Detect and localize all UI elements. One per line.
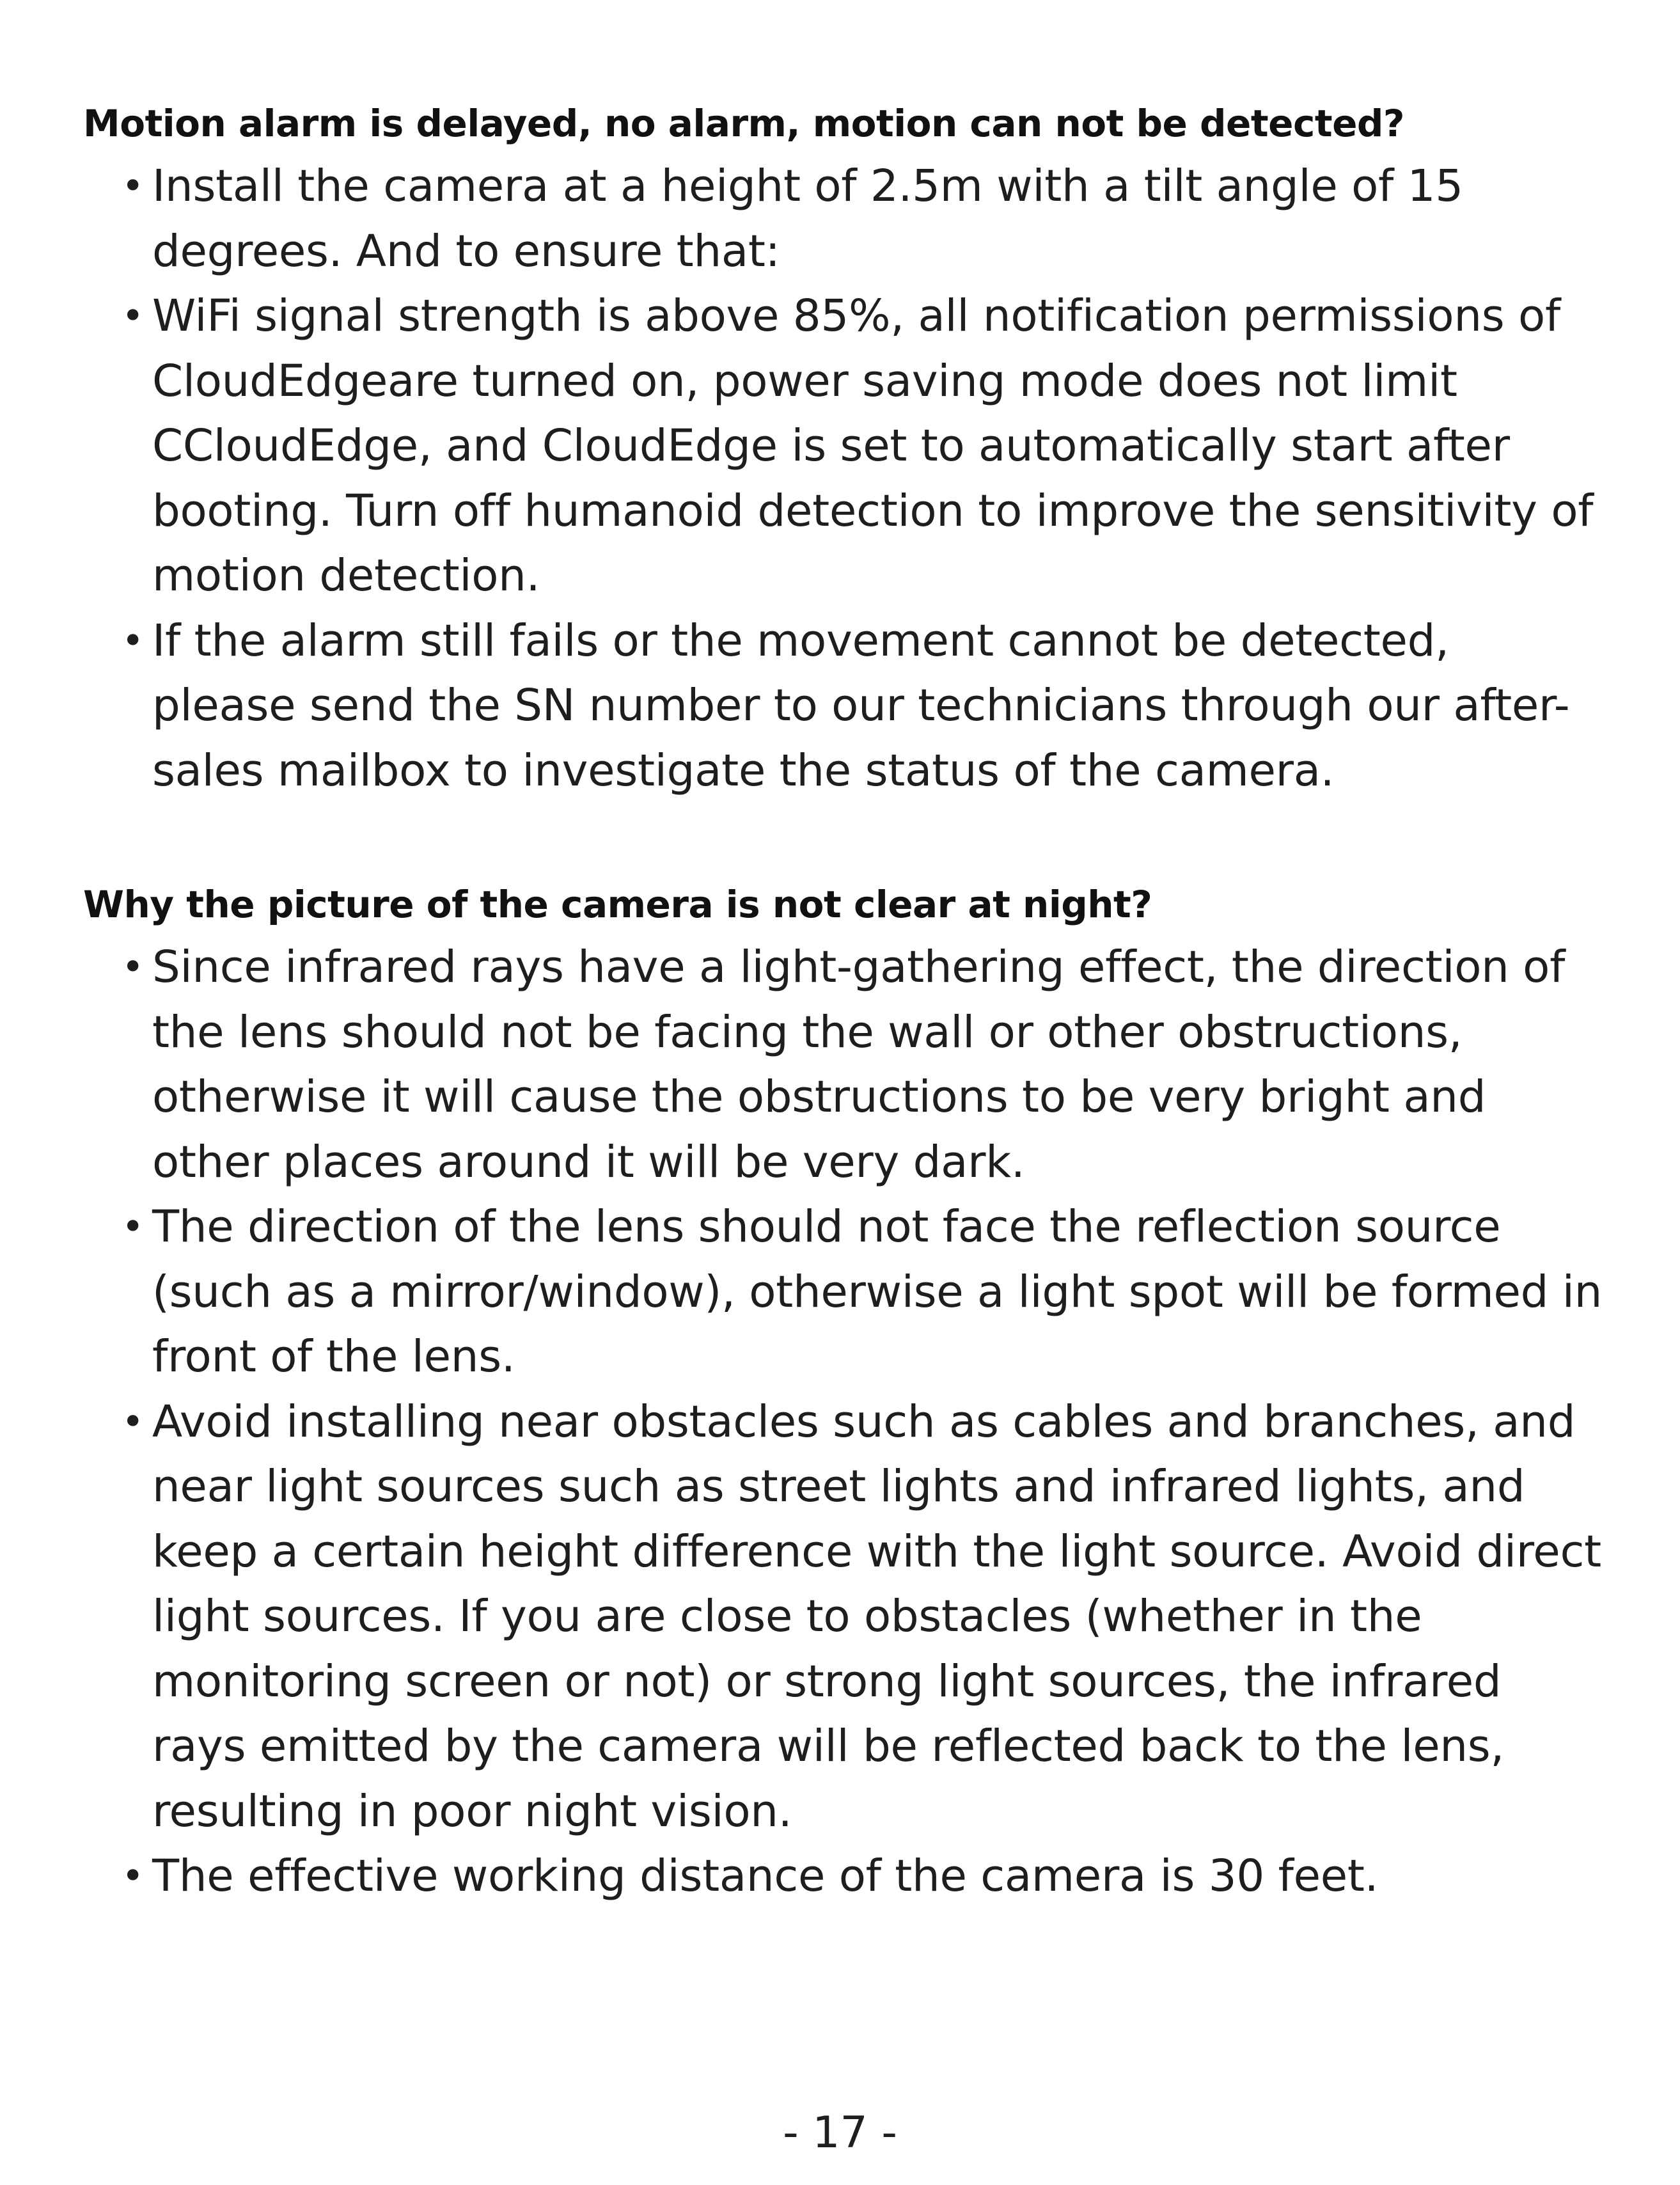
bullet-dot-icon: • bbox=[122, 164, 145, 209]
list-item-text: The direction of the lens should not face the reflection source (such as a mirror/window), otherwise a light spot will be formed in front of the lens. bbox=[152, 1201, 1603, 1382]
list-item bbox=[83, 609, 1604, 804]
list-item bbox=[83, 1195, 1604, 1390]
section-heading: Motion alarm is delayed, no alarm, motion can not be detected? bbox=[83, 102, 1405, 145]
bullet-dot-icon: • bbox=[122, 294, 145, 338]
faq-section-night-picture bbox=[83, 874, 1605, 1909]
list-item bbox=[83, 1844, 1604, 1909]
page-number: - 17 - bbox=[783, 2108, 897, 2158]
list-item-text: Avoid installing near obstacles such as cables and branches, and near light sources such as street lights and infrared lights, and keep a certain height difference with the light source. Avoid direct light sources. If you are close to obstacles (whether in the monitoring screen or not) or strong light sources, the infrared rays emitted by the camera will be reflected back to the lens, resulting in poor night vision. bbox=[152, 1396, 1601, 1837]
bullet-dot-icon: • bbox=[122, 618, 145, 663]
section-heading: Why the picture of the camera is not clear at night? bbox=[83, 883, 1152, 926]
bullet-dot-icon: • bbox=[122, 945, 145, 990]
bullet-dot-icon: • bbox=[122, 1854, 145, 1898]
list-item-text: Install the camera at a height of 2.5m with a tilt angle of 15 degrees. And to ensure that: bbox=[152, 161, 1463, 277]
list-item bbox=[83, 935, 1604, 1195]
list-item bbox=[83, 1390, 1604, 1845]
list-item bbox=[83, 284, 1604, 609]
faq-section-motion-alarm bbox=[83, 93, 1605, 803]
bullet-list bbox=[83, 935, 1605, 1909]
list-item bbox=[83, 154, 1604, 284]
bullet-dot-icon: • bbox=[122, 1399, 145, 1444]
list-item-text: The effective working distance of the camera is 30 feet. bbox=[152, 1850, 1379, 1902]
list-item-text: If the alarm still fails or the movement cannot be detected, please send the SN number to our technicians through our after-sales mailbox to investigate the status of the camera. bbox=[152, 615, 1570, 796]
bullet-list bbox=[83, 154, 1605, 803]
bullet-dot-icon: • bbox=[122, 1204, 145, 1249]
list-item-text: WiFi signal strength is above 85%, all notification permissions of CloudEdgeare turned on, power saving mode does not limit CCloudEdge, and CloudEdge is set to automatically start after booting. Turn off humanoid detection to improve the sensitivity of motion detection. bbox=[152, 290, 1594, 601]
list-item-text: Since infrared rays have a light-gathering effect, the direction of the lens should not be facing the wall or other obstructions, otherwise it will cause the obstructions to be very bright and other places around it will be very dark. bbox=[152, 942, 1566, 1188]
